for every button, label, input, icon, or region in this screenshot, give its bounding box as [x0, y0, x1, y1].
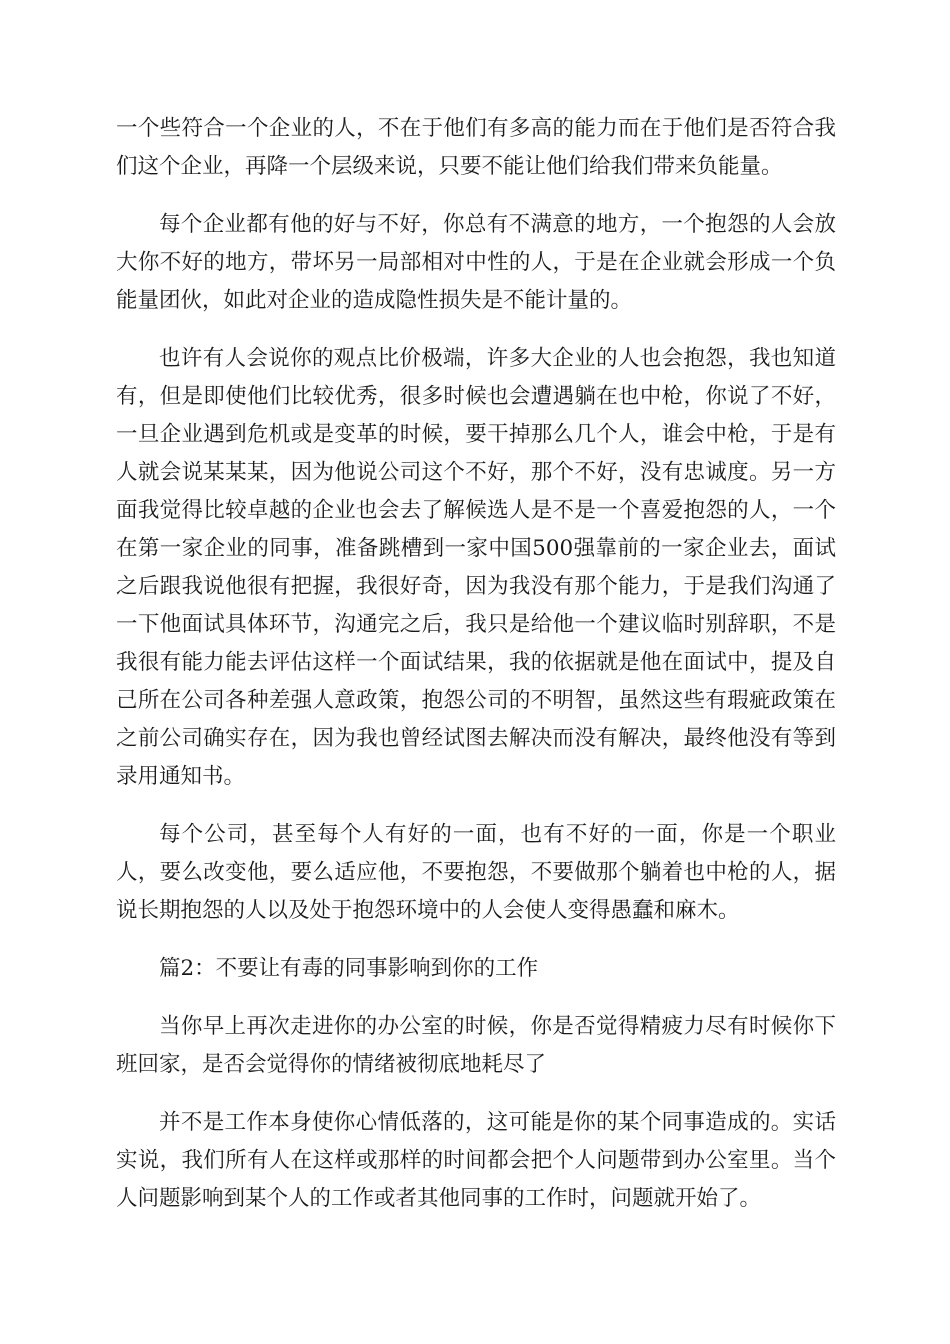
- paragraph-3: 也许有人会说你的观点比价极端，许多大企业的人也会抱怨，我也知道有，但是即使他们比较优秀，很多时候也会遭遇躺在也中枪，你说了不好，一旦企业遇到危机或是变革的时候，要干掉那么几个人，谁会中枪，于是有人就会说某某某，因为他说公司这个不好，那个不好，没有忠诚度。另一方面我觉得比较卓越的企业也会去了解候选人是不是一个喜爱抱怨的人，一个在第一家企业的同事，准备跳槽到一家中国500强靠前的一家企业去，面试之后跟我说他很有把握，我很好奇，因为我没有那个能力，于是我们沟通了一下他面试具体环节，沟通完之后，我只是给他一个建议临时别辞职，不是我很有能力能去评估这样一个面试结果，我的依据就是他在面试中，提及自己所在公司各种差强人意政策，抱怨公司的不明智，虽然这些有瑕疵政策在之前公司确实存在，因为我也曾经试图去解决而没有解决，最终他没有等到录用通知书。: [116, 346, 836, 789]
- paragraph-4: 每个公司，甚至每个人有好的一面，也有不好的一面，你是一个职业人，要么改变他，要么适应他，不要抱怨，不要做那个躺着也中枪的人，据说长期抱怨的人以及处于抱怨环境中的人会使人变得愚蠢和麻木。: [116, 822, 836, 923]
- section-heading: 篇2：不要让有毒的同事影响到你的工作: [159, 956, 539, 981]
- paragraph-2: 每个企业都有他的好与不好，你总有不满意的地方，一个抱怨的人会放大你不好的地方，带坏另一局部相对中性的人，于是在企业就会形成一个负能量团伙，如此对企业的造成隐性损失是不能计量的。: [116, 212, 836, 313]
- paragraph-1: 一个些符合一个企业的人，不在于他们有多高的能力而在于他们是否符合我们这个企业，再降一个层级来说，只要不能让他们给我们带来负能量。: [116, 116, 836, 179]
- document-body: [116, 110, 836, 1238]
- paragraph-6: 并不是工作本身使你心情低落的，这可能是你的某个同事造成的。实话实说，我们所有人在这样或那样的时间都会把个人问题带到办公室里。当个人问题影响到某个人的工作或者其他同事的工作时，问题就开始了。: [116, 1110, 836, 1211]
- paragraph-5: 当你早上再次走进你的办公室的时候，你是否觉得精疲力尽有时候你下班回家，是否会觉得你的情绪被彻底地耗尽了: [116, 1014, 836, 1077]
